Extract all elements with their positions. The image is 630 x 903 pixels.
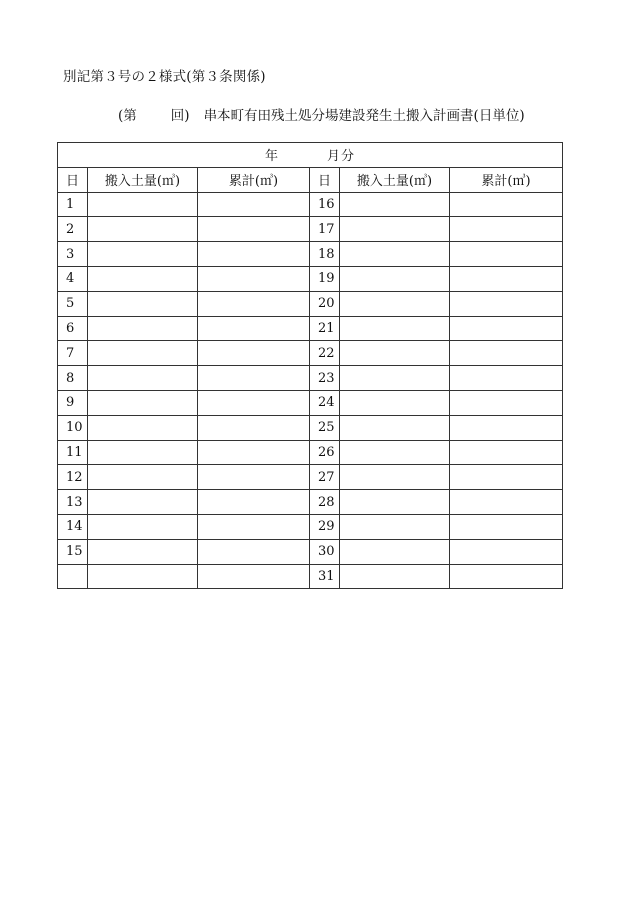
volume-cell-right[interactable]: [340, 390, 450, 415]
day-cell-left: 15: [58, 539, 88, 564]
cumulative-cell-right[interactable]: [450, 341, 563, 366]
cumulative-cell-left[interactable]: [198, 490, 310, 515]
cumulative-cell-left[interactable]: [198, 440, 310, 465]
volume-cell-right[interactable]: [340, 341, 450, 366]
volume-cell-left[interactable]: [88, 291, 198, 316]
month-header: [58, 143, 563, 168]
day-cell-right: 17: [310, 217, 340, 242]
col-day-right: 日: [310, 167, 340, 192]
col-volume-left: [88, 167, 198, 192]
day-cell-right: 28: [310, 490, 340, 515]
volume-cell-left[interactable]: [88, 564, 198, 589]
day-cell-left: 4: [58, 266, 88, 291]
cumulative-cell-right[interactable]: [450, 514, 563, 539]
day-cell-right: 22: [310, 341, 340, 366]
cumulative-cell-left[interactable]: [198, 242, 310, 267]
volume-cell-right[interactable]: [340, 217, 450, 242]
volume-cell-left[interactable]: [88, 366, 198, 391]
table-row: [58, 465, 563, 490]
col-volume-right-label: 搬入土量(㎥): [356, 174, 433, 190]
cumulative-cell-right[interactable]: [450, 366, 563, 391]
table-row: [58, 341, 563, 366]
cumulative-cell-right[interactable]: [450, 490, 563, 515]
cumulative-cell-right[interactable]: [450, 564, 563, 589]
cumulative-cell-left[interactable]: [198, 465, 310, 490]
cumulative-cell-left[interactable]: [198, 514, 310, 539]
cumulative-cell-right[interactable]: [450, 440, 563, 465]
volume-cell-right[interactable]: [340, 242, 450, 267]
day-cell-left: 6: [58, 316, 88, 341]
volume-cell-left[interactable]: [88, 440, 198, 465]
table-row: [58, 490, 563, 515]
col-cumulative-right: [450, 167, 563, 192]
volume-cell-left[interactable]: [88, 465, 198, 490]
day-cell-right: 26: [310, 440, 340, 465]
volume-cell-left[interactable]: [88, 192, 198, 217]
title-open: (第: [118, 108, 137, 124]
table-row: [58, 366, 563, 391]
month-header-row: [58, 143, 563, 168]
cumulative-cell-right[interactable]: [450, 217, 563, 242]
table-row: [58, 440, 563, 465]
volume-cell-right[interactable]: [340, 514, 450, 539]
table-row: [58, 514, 563, 539]
cumulative-cell-right[interactable]: [450, 291, 563, 316]
col-day-left: 日: [58, 167, 88, 192]
table-row: [58, 539, 563, 564]
table-row: [58, 266, 563, 291]
day-cell-right: 19: [310, 266, 340, 291]
daily-plan-table: [57, 142, 563, 589]
table-row: [58, 291, 563, 316]
form-label: 別記第３号の２様式(第３条関係): [63, 69, 266, 85]
cumulative-cell-right[interactable]: [450, 316, 563, 341]
cumulative-cell-left[interactable]: [198, 217, 310, 242]
cumulative-cell-left[interactable]: [198, 266, 310, 291]
col-cumulative-left: [198, 167, 310, 192]
table-row: [58, 564, 563, 589]
volume-cell-right[interactable]: [340, 316, 450, 341]
volume-cell-right[interactable]: [340, 440, 450, 465]
volume-cell-right[interactable]: [340, 291, 450, 316]
day-cell-right: 25: [310, 415, 340, 440]
day-cell-right: 21: [310, 316, 340, 341]
cumulative-cell-right[interactable]: [450, 242, 563, 267]
document-title: [118, 104, 525, 124]
day-cell-right: 31: [310, 564, 340, 589]
cumulative-cell-right[interactable]: [450, 390, 563, 415]
day-cell-left: 14: [58, 514, 88, 539]
cumulative-cell-left[interactable]: [198, 539, 310, 564]
day-cell-right: 20: [310, 291, 340, 316]
cumulative-cell-right[interactable]: [450, 415, 563, 440]
volume-cell-right[interactable]: [340, 415, 450, 440]
day-cell-right: 29: [310, 514, 340, 539]
volume-cell-left[interactable]: [88, 316, 198, 341]
day-cell-left: 13: [58, 490, 88, 515]
cumulative-cell-left[interactable]: [198, 415, 310, 440]
cumulative-cell-right[interactable]: [450, 192, 563, 217]
day-cell-right: 24: [310, 390, 340, 415]
day-cell-left: 1: [58, 192, 88, 217]
cumulative-cell-left[interactable]: [198, 366, 310, 391]
volume-cell-left[interactable]: [88, 266, 198, 291]
volume-cell-left[interactable]: [88, 490, 198, 515]
cumulative-cell-left[interactable]: [198, 291, 310, 316]
volume-cell-right[interactable]: [340, 192, 450, 217]
volume-cell-left[interactable]: [88, 415, 198, 440]
cumulative-cell-left[interactable]: [198, 390, 310, 415]
day-cell-left: 11: [58, 440, 88, 465]
day-cell-left: [58, 564, 88, 589]
day-cell-right: 27: [310, 465, 340, 490]
table-row: [58, 316, 563, 341]
volume-cell-right[interactable]: [340, 266, 450, 291]
volume-cell-left[interactable]: [88, 341, 198, 366]
day-cell-left: 12: [58, 465, 88, 490]
table-row: [58, 192, 563, 217]
volume-cell-right[interactable]: [340, 366, 450, 391]
cumulative-cell-right[interactable]: [450, 266, 563, 291]
day-cell-left: 5: [58, 291, 88, 316]
day-cell-left: 9: [58, 390, 88, 415]
day-cell-left: 10: [58, 415, 88, 440]
day-cell-left: 7: [58, 341, 88, 366]
volume-cell-right[interactable]: [340, 564, 450, 589]
volume-cell-left[interactable]: [88, 390, 198, 415]
day-cell-right: 23: [310, 366, 340, 391]
day-cell-right: 18: [310, 242, 340, 267]
column-header-row: [58, 167, 563, 192]
cumulative-cell-right[interactable]: [450, 539, 563, 564]
cumulative-cell-left[interactable]: [198, 341, 310, 366]
col-cumulative-right-label: 累計(㎥): [481, 174, 531, 190]
table-row: [58, 217, 563, 242]
table-row: [58, 415, 563, 440]
year-label: 年: [264, 149, 279, 165]
cumulative-cell-left[interactable]: [198, 564, 310, 589]
col-cumulative-left-label: 累計(㎥): [228, 174, 279, 190]
volume-cell-right[interactable]: [340, 539, 450, 564]
day-cell-left: 3: [58, 242, 88, 267]
volume-cell-left[interactable]: [88, 514, 198, 539]
day-cell-right: 16: [310, 192, 340, 217]
cumulative-cell-left[interactable]: [198, 192, 310, 217]
col-volume-left-label: 搬入土量(㎥): [104, 174, 181, 190]
col-volume-right: [340, 167, 450, 192]
volume-cell-left[interactable]: [88, 242, 198, 267]
table-row: [58, 390, 563, 415]
volume-cell-right[interactable]: [340, 465, 450, 490]
cumulative-cell-left[interactable]: [198, 316, 310, 341]
day-cell-right: 30: [310, 539, 340, 564]
table-row: [58, 242, 563, 267]
volume-cell-right[interactable]: [340, 490, 450, 515]
volume-cell-left[interactable]: [88, 217, 198, 242]
volume-cell-left[interactable]: [88, 539, 198, 564]
day-cell-left: 8: [58, 366, 88, 391]
title-main: 串本町有田残土処分場建設発生土搬入計画書(日単位): [203, 108, 525, 124]
month-label: 月分: [327, 149, 356, 165]
day-cell-left: 2: [58, 217, 88, 242]
title-round: 回): [170, 108, 190, 124]
cumulative-cell-right[interactable]: [450, 465, 563, 490]
